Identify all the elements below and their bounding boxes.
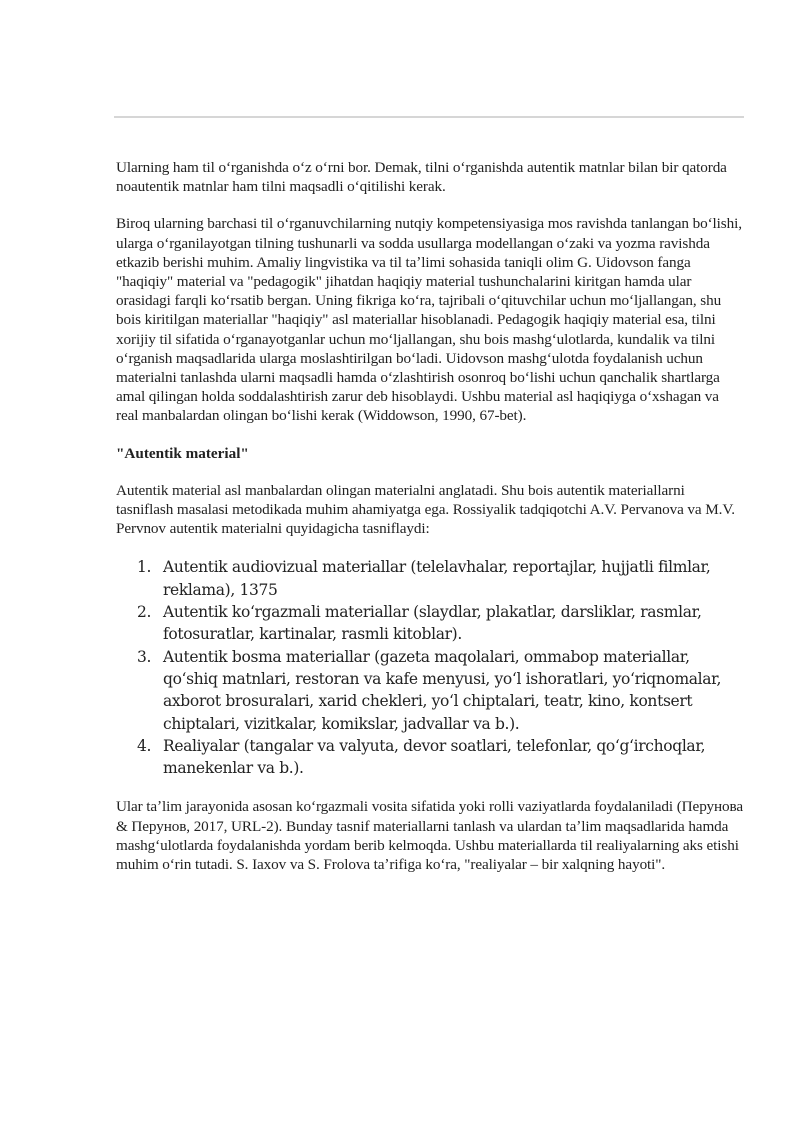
list-item-text: Autentik bosma materiallar (gazeta maqolalari, ommabop materiallar, qoʻshiq matnlari, restoran va kafe menyusi, yoʻl ishoratlari, yoʻriqnomalar, axborot brosuralari, xarid chekleri, yoʻl chiptalari, teatr, kino, kontsert chiptalari, vizitkalar, komikslar, jadvallar va b.). [163, 647, 722, 733]
intro-paragraph: Ularning ham til oʻrganishda oʻz oʻrni bor. Demak, tilni oʻrganishda autentik matnlar bilan bir qatorda noautentik matnlar ham tilni maqsadli oʻqitilishi kerak. [116, 159, 727, 196]
list-item-number: 1. [137, 558, 152, 577]
third-paragraph: Autentik material asl manbalardan olingan materialni anglatadi. Shu bois autentik materiallarni tasniflash masalasi metodikada muhim ahamiyatga ega. Rossiyalik tadqiqotchi A.V. Pervanova va M.V. Pervnov autentik materialni quyidagicha tasniflaydi: [116, 481, 735, 538]
list-item [137, 646, 744, 735]
list-item [137, 735, 744, 780]
list-item-number: 3. [137, 647, 152, 666]
list-item [137, 556, 744, 601]
header-divider [114, 116, 744, 118]
list-item-number: 4. [137, 736, 152, 755]
list-item-text: Realiyalar (tangalar va valyuta, devor soatlari, telefonlar, qoʻgʻirchoqlar, manekenlar va b.). [163, 736, 706, 778]
section-heading: "Autentik material" [116, 444, 249, 462]
list-item [137, 601, 744, 646]
document-body [116, 158, 744, 892]
list-item-number: 2. [137, 603, 152, 622]
list-item-text: Autentik koʻrgazmali materiallar (slaydlar, plakatlar, darsliklar, rasmlar, fotosuratlar, kartinalar, rasmli kitoblar). [163, 603, 702, 644]
second-paragraph: Biroq ularning barchasi til oʻrganuvchilarning nutqiy kompetensiyasiga mos ravishda tanlangan boʻlishi, ularga oʻrganilayotgan tilning tushunarli va sodda usullarga modellangan oʻzaki va yozma ravishda etkazib berishi muhim. Amaliy lingvistika va til taʼlimi sohasida taniqli olim G. Uidovson fanga "haqiqiy" material va "pedagogik" jihatdan haqiqiy material tushunchalarini kiritgan hamda ular orasidagi farqli koʻrsatib bergan. Uning fikriga koʻra, tajribali oʻqituvchilar uchun moʻljallangan, shu bois kiritilgan materiallar "haqiqiy" asl materiallar hisoblanadi. Pedagogik haqiqiy material esa, tilni xorijiy til sifatida oʻrganayotganlar uchun moʻljallangan, shu bois mashgʻulotlarda, kundalik va tilni oʻrganish maqsadlarida ularga moslashtirilgan boʻladi. Uidovson mashgʻulotda foydalanish uchun materialni tanlashda ularni maqsadli hamda oʻzlashtirish osonroq boʻlishi uchun qanchalik shartlarga amal qilingan holda soddalashtirish zarur deb hisoblaydi. Ushbu material asl haqiqiyga oʻxshagan va real manbalardan olingan boʻlishi kerak (Widdowson, 1990, 67-bet). [116, 215, 742, 425]
classification-list [116, 556, 744, 779]
list-item-text: Autentik audiovizual materiallar (telelavhalar, reportajlar, hujjatli filmlar, reklama), 1375 [163, 558, 711, 599]
closing-paragraph: Ular taʼlim jarayonida asosan koʻrgazmali vosita sifatida yoki rolli vaziyatlarda foydalaniladi (Перунова & Перунов, 2017, URL-2). Bunday tasnif materiallarni tanlash va ulardan taʼlim maqsadlarida hamda mashgʻulotlarda foydalanishda yordam berib kelmoqda. Ushbu materiallarda til realiyalarning aks etishi muhim oʻrin tutadi. S. Iaxov va S. Frolova taʼrifiga koʻra, "realiyalar – bir xalqning hayoti". [116, 798, 744, 874]
